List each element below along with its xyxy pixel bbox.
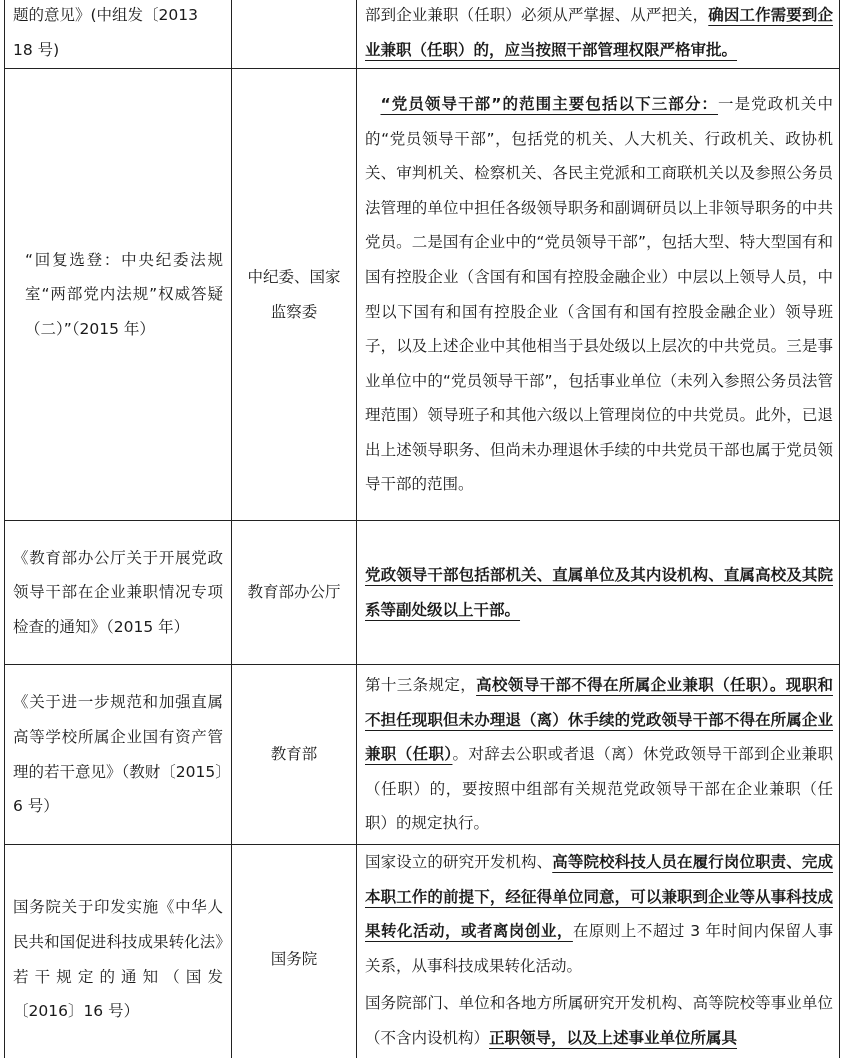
- document-title-cell: 题的意见》(中组发〔2013 18 号): [5, 0, 232, 69]
- issuer-cell: [232, 0, 357, 69]
- document-title-cell: 国务院关于印发实施《中华人民共和国促进科技成果转化法》若干规定的通知（国发〔2016〕16 号）: [5, 845, 232, 1058]
- issuer-cell: 国务院: [232, 845, 357, 1058]
- document-title-cell: 《教育部办公厅关于开展党政领导干部在企业兼职情况专项检查的通知》（2015 年）: [5, 521, 232, 665]
- issuer-cell: 中纪委、国家监察委: [232, 69, 357, 521]
- content-cell: “党员领导干部”的范围主要包括以下三部分：一是党政机关中的“党员领导干部”，包括党的机关、人大机关、行政机关、政协机关、审判机关、检察机关、各民主党派和工商联机关以及参照公务员法管理的单位中担任各级领导职务和副调研员以上非领导职务的中共党员。二是国有企业中的“党员领导干部”，包括大型、特大型国有和国有控股企业（含国有和国有控股金融企业）中层以上领导人员，中型以下国有和国有控股企业（含国有和国有控股金融企业）领导班子，以及上述企业中其他相当于县处级以上层次的中共党员。三是事业单位中的“党员领导干部”，包括事业单位（未列入参照公务员法管理范围）领导班子和其他六级以上管理岗位的中共党员。此外，已退出上述领导职务、但尚未办理退休手续的中共党员干部也属于党员领导干部的范围。: [357, 69, 840, 521]
- table-row: [5, 521, 840, 665]
- issuer-cell: 教育部办公厅: [232, 521, 357, 665]
- table-row: [5, 665, 840, 845]
- content-paragraph: 国家设立的研究开发机构、高等院校科技人员在履行岗位职责、完成本职工作的前提下，经征得单位同意，可以兼职到企业等从事科技成果转化活动，或者离岗创业，在原则上不超过 3 年时间内保留人事关系，从事科技成果转化活动。: [365, 853, 833, 975]
- content-cell: 第十三条规定，高校领导干部不得在所属企业兼职（任职）。现职和不担任现职但未办理退（离）休手续的党政领导干部不得在所属企业兼职（任职）。对辞去公职或者退（离）休党政领导干部到企业兼职（任职）的，要按照中组部有关规范党政领导干部在企业兼职（任职）的规定执行。: [357, 665, 840, 845]
- table-row: [5, 0, 840, 69]
- content-cell: 部到企业兼职（任职）必须从严掌握、从严把关，确因工作需要到企业兼职（任职）的，应当按照干部管理权限严格审批。: [357, 0, 840, 69]
- issuer-cell: 教育部: [232, 665, 357, 845]
- regulation-table: [4, 0, 840, 1058]
- content-cell: [357, 845, 840, 1058]
- table-row: [5, 69, 840, 521]
- table-row: [5, 845, 840, 1058]
- document-title-cell: 《关于进一步规范和加强直属高等学校所属企业国有资产管理的若干意见》（教财〔2015〕6 号）: [5, 665, 232, 845]
- content-paragraph: 国务院部门、单位和各地方所属研究开发机构、高等院校等事业单位（不含内设机构）正职领导，以及上述事业单位所属具: [365, 994, 833, 1047]
- document-title-cell: “回复选登：中央纪委法规室“两部党内法规”权威答疑（二）”（2015 年）: [5, 69, 232, 521]
- content-cell: 党政领导干部包括部机关、直属单位及其内设机构、直属高校及其院系等副处级以上干部。: [357, 521, 840, 665]
